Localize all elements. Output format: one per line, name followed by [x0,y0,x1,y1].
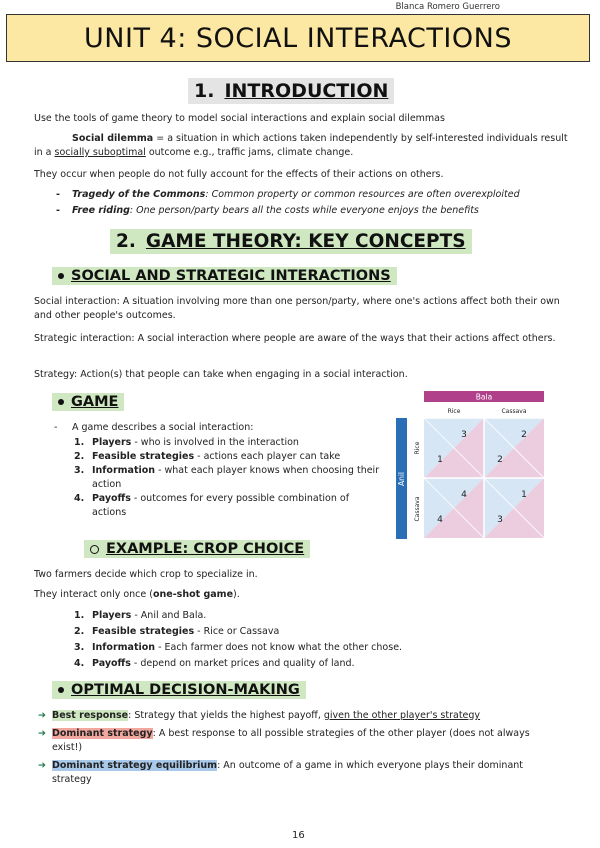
example-paragraph: Two farmers decide which crop to specialize in. [34,569,258,580]
game-intro-text: A game describes a social interaction: [72,422,254,433]
item-text: : Strategy that yields the highest payoff, [128,710,324,721]
item-text: - Rice or Cassava [194,626,280,637]
item-term: Players [92,610,132,621]
bullet-term: Tragedy of the Commons [72,189,206,200]
page-number: 16 [292,830,305,841]
item-underline: given the other player's strategy [323,710,481,721]
game-elements-list [74,436,384,520]
list-item [74,436,384,450]
item-text: - what each player knows when choosing their action [92,465,380,490]
list-item [74,624,574,640]
subheading-text: SOCIAL AND STRATEGIC INTERACTIONS [71,268,391,284]
definition-text: = a situation in which actions taken independently by self-interested individuals result in a [34,133,568,158]
payoff-anil: 4 [437,515,443,525]
subheading-text: GAME [71,394,119,410]
game-description [54,421,384,520]
item-text: - who is involved in the interaction [131,437,299,448]
item-number: 2. [74,626,85,637]
item-number: 1. [74,437,85,448]
payoff-anil: 3 [497,515,503,525]
section-heading-introduction [188,78,394,104]
example-list [74,608,574,672]
list-item [38,759,538,787]
section-title: INTRODUCTION [224,80,389,102]
unit-title: UNIT 4: SOCIAL INTERACTIONS [6,14,590,62]
item-text: : An outcome of a game in which everyone plays their dominant strategy [51,760,524,785]
item-term: Payoffs [92,493,131,504]
list-item [56,204,586,218]
arrow-icon: ➔ [38,760,46,771]
list-item [74,608,574,624]
item-text: : A best response to all possible strategies of the other player (does not always exist!) [51,728,530,753]
arrow-icon: ➔ [38,710,46,721]
item-text: - Anil and Bala. [131,610,207,621]
item-term: Players [92,437,132,448]
list-item [74,656,574,672]
bullet-text: : One person/party bears all the costs while everyone enjoys the benefits [129,205,479,216]
definition-text: outcome e.g., traffic jams, climate change. [145,147,354,158]
col-strategy-cassava: Cassava [501,408,527,415]
list-item [74,640,574,656]
one-shot-game-term: one-shot game [152,589,234,600]
section-heading-game-theory [110,229,472,254]
subheading-optimal [52,681,306,699]
item-number: 3. [74,642,85,653]
example-paragraph-2 [34,588,574,602]
payoff-bala: 2 [521,430,527,440]
list-item [74,492,384,520]
subheading-text: OPTIMAL DECISION-MAKING [71,682,300,698]
dilemma-list [56,188,586,218]
payoff-bala: 3 [461,430,467,440]
anil-label: Anil [397,471,406,487]
dominant-equilibrium-term: Dominant strategy equilibrium [51,760,218,771]
subheading-social-strategic [52,267,397,285]
bullet-dot [58,399,64,405]
item-number: 4. [74,493,85,504]
list-item [56,188,586,202]
strategy-definition: Strategy: Action(s) that people can take when engaging in a social interaction. [34,369,408,380]
item-number: 2. [74,451,85,462]
list-item [38,709,538,723]
circle-bullet [90,545,99,554]
bala-label: Bala [475,392,493,402]
intro-paragraph: Use the tools of game theory to model social interactions and explain social dilemmas [34,113,445,124]
item-term: Information [92,465,156,476]
intro-paragraph-2: They occur when people do not fully account for the effects of their actions on others. [34,169,444,180]
author-name: Blanca Romero Guerrero [395,2,500,12]
definition-underline: socially suboptimal [54,147,146,158]
bullet-dot [58,687,64,693]
section-number: 2. [116,231,136,252]
payoff-bala: 4 [461,490,467,500]
subheading-example [84,540,310,558]
item-term: Feasible strategies [92,626,195,637]
payoff-anil: 2 [497,455,503,465]
bullet-term: Free riding [72,205,130,216]
item-term: Information [92,642,156,653]
item-term: Feasible strategies [92,451,195,462]
payoff-bala: 1 [521,490,527,500]
best-response-term: Best response [51,710,129,721]
item-text: - outcomes for every possible combination of actions [92,493,350,518]
game-intro [54,421,384,435]
section-title: GAME THEORY: KEY CONCEPTS [145,231,466,252]
item-term: Payoffs [92,658,131,669]
bullet-dash: - [56,189,60,200]
item-text: - Each farmer does not know what the other chose. [155,642,403,653]
bullet-text: : Common property or common resources are often overexploited [205,189,520,200]
dominant-strategy-term: Dominant strategy [51,728,153,739]
text-span: They interact only once ( [34,589,153,600]
bullet-dash: - [56,205,60,216]
dash-marker: - [54,422,58,433]
payoff-anil: 1 [437,455,443,465]
list-item [74,464,384,492]
item-number: 1. [74,610,85,621]
strategic-interaction-definition: Strategic interaction: A social interaction where people are aware of the ways that their actions affect others. [34,333,556,344]
arrow-icon: ➔ [38,728,46,739]
item-number: 3. [74,465,85,476]
text-span: ). [233,589,240,600]
social-dilemma-definition [34,132,574,160]
payoff-matrix [396,391,544,539]
item-text: - actions each player can take [194,451,341,462]
list-item [38,727,538,755]
list-item [74,450,384,464]
col-strategy-rice: Rice [447,408,461,415]
item-number: 4. [74,658,85,669]
optimal-list [38,709,538,787]
bullet-dot [58,273,64,279]
row-strategy-rice: Rice [414,441,421,455]
social-interaction-definition: Social interaction: A situation involving more than one person/party, where one's actions affect both their own and other people's outcomes. [34,296,560,321]
section-number: 1. [194,80,215,102]
subheading-game [52,393,124,411]
row-strategy-cassava: Cassava [414,496,421,522]
social-dilemma-term: Social dilemma [72,133,154,144]
subheading-text: EXAMPLE: CROP CHOICE [106,541,305,557]
item-text: - depend on market prices and quality of land. [130,658,355,669]
